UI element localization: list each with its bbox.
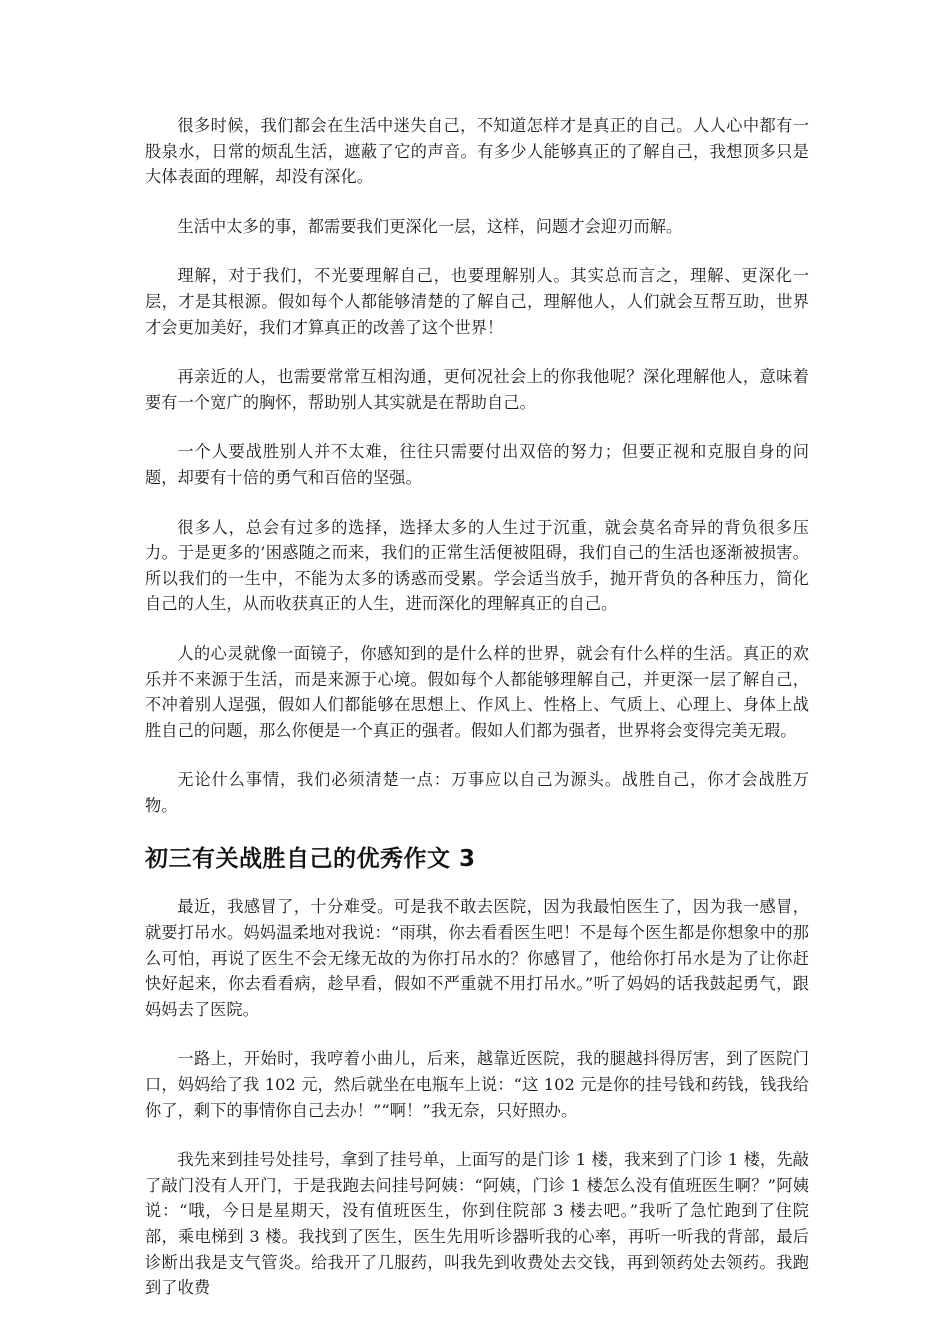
paragraph: 一个人要战胜别人并不太难，往往只需要付出双倍的努力；但要正视和克服自身的问题，却要有十倍的勇气和百倍的坚强。 bbox=[145, 442, 809, 487]
paragraph: 人的心灵就像一面镜子，你感知到的是什么样的世界，就会有什么样的生活。真正的欢乐并不来源于生活，而是来源于心境。假如每个人都能够理解自己，并更深一层了解自己，不冲着别人逞强，假如人们都能够在思想上、作风上、性格上、气质上、心理上、身体上战胜自己的问题，那么你便是一个真正的强者。假如人们都为强者，世界将会变得完美无瑕。 bbox=[145, 643, 809, 740]
paragraph: 无论什么事情，我们必须清楚一点：万事应以自己为源头。战胜自己，你才会战胜万物。 bbox=[145, 770, 809, 815]
paragraph: 再亲近的人，也需要常常互相沟通，更何况社会上的你我他呢？深化理解他人，意味着要有一个宽广的胸怀，帮助别人其实就是在帮助自己。 bbox=[145, 367, 809, 412]
paragraph: 很多时候，我们都会在生活中迷失自己，不知道怎样才是真正的自己。人人心中都有一股泉水，日常的烦乱生活，遮蔽了它的声音。有多少人能够真正的了解自己，我想顶多只是大体表面的理解，却没有深化。 bbox=[145, 116, 809, 187]
paragraph: 我先来到挂号处挂号，拿到了挂号单，上面写的是门诊 1 楼，我来到了门诊 1 楼，先敲了敲门没有人开门，于是我跑去问挂号阿姨：“阿姨，门诊 1 楼怎么没有值班医生啊？”阿姨说：“哦，今日是星期天，没有值班医生，你到住院部 3 楼去吧。”我听了急忙跑到了住院部，乘电梯到 3 楼。我找到了医生，医生先用听诊器听我的心率，再听一听我的背部，最后诊断出我是支气管炎。给我开了几服药，叫我先到收费处去交钱，再到领药处去领药。我跑到了收费 bbox=[145, 1150, 809, 1298]
document-body bbox=[145, 113, 809, 1325]
paragraph: 理解，对于我们，不光要理解自己，也要理解别人。其实总而言之，理解、更深化一层，才是其根源。假如每个人都能够清楚的了解自己，理解他人，人们就会互帮互助，世界才会更加美好，我们才算真正的改善了这个世界！ bbox=[145, 266, 809, 337]
paragraph: 最近，我感冒了，十分难受。可是我不敢去医院，因为我最怕医生了，因为我一感冒，就要打吊水。妈妈温柔地对我说：“雨琪，你去看看医生吧！不是每个医生都是你想象中的那么可怕，再说了医生不会无缘无故的为你打吊水的？你感冒了，他给你打吊水是为了让你赶快好起来，你去看看病，趁早看，假如不严重就不用打吊水。”听了妈妈的话我鼓起勇气，跟妈妈去了医院。 bbox=[145, 897, 809, 1019]
paragraph: 一路上，开始时，我哼着小曲儿，后来，越靠近医院，我的腿越抖得厉害，到了医院门口，妈妈给了我 102 元，然后就坐在电瓶车上说：“这 102 元是你的挂号钱和药钱，钱我给你了，剩下的事情你自己去办！”“啊！”我无奈，只好照办。 bbox=[145, 1049, 809, 1120]
section-heading: 初三有关战胜自己的优秀作文 3 bbox=[145, 846, 476, 873]
paragraph: 很多人，总会有过多的选择，选择太多的人生过于沉重，就会莫名奇异的背负很多压力。于是更多的’困惑随之而来，我们的正常生活便被阻碍，我们自己的生活也逐渐被损害。所以我们的一生中，不能为太多的诱惑而受累。学会适当放手，抛开背负的各种压力，简化自己的人生，从而收获真正的人生，进而深化的理解真正的自己。 bbox=[145, 517, 809, 614]
paragraph: 生活中太多的事，都需要我们更深化一层，这样，问题才会迎刃而解。 bbox=[177, 216, 683, 236]
